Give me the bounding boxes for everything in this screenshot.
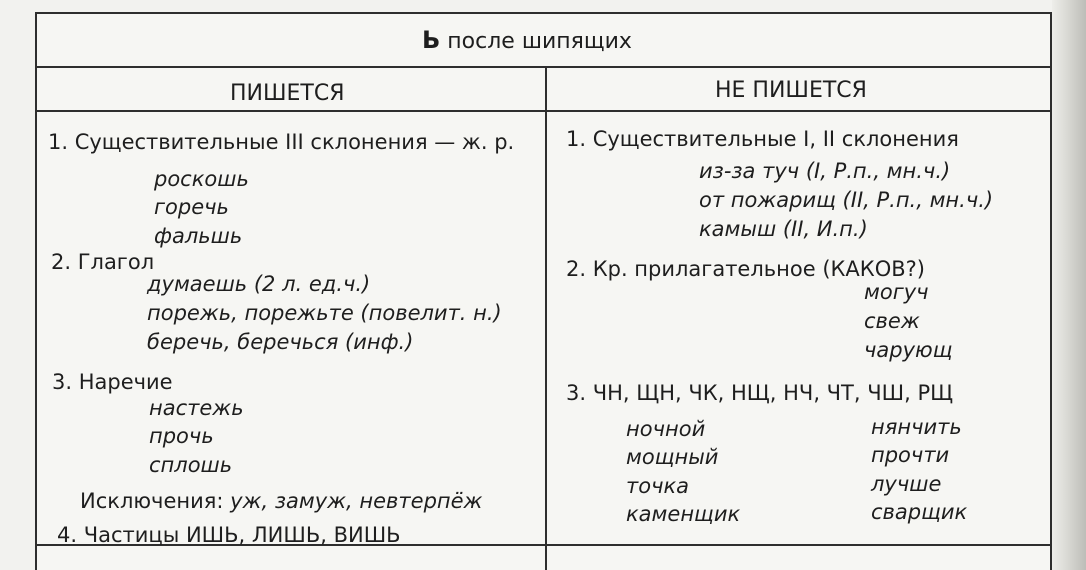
- table-title: [422, 28, 632, 53]
- left-rule-2-example: порежь, порежьте (повелит. н.): [147, 301, 502, 325]
- left-rule-3-example: настежь: [149, 396, 244, 420]
- right-rule-2-example: могуч: [864, 280, 929, 304]
- right-rule-3-example-b: сварщик: [871, 500, 968, 524]
- header-writes: ПИШЕТСЯ: [230, 81, 345, 106]
- page-edge-shadow: [1052, 0, 1086, 570]
- left-rule-1-example: фальшь: [154, 224, 243, 248]
- title-divider: [37, 66, 1050, 68]
- exceptions-words: уж, замуж, невтерпёж: [223, 489, 483, 513]
- left-rule-4: 4. Частицы ИШЬ, ЛИШЬ, ВИШЬ: [57, 523, 401, 547]
- right-rule-1: 1. Существительные I, II склонения: [566, 127, 959, 151]
- left-rule-1-example: роскошь: [154, 167, 249, 191]
- left-rule-3-example: сплошь: [149, 453, 233, 477]
- right-rule-2: 2. Кр. прилагательное (КАКОВ?): [566, 257, 925, 281]
- right-rule-3-example-b: нянчить: [871, 415, 962, 439]
- right-rule-3-example-a: ночной: [626, 417, 706, 441]
- right-rule-1-example: от пожарищ (II, Р.п., мн.ч.): [699, 188, 994, 212]
- right-rule-3-example-a: мощный: [626, 445, 719, 469]
- left-rule-2-example: беречь, беречься (инф.): [147, 330, 414, 354]
- left-rule-1: 1. Существительные III склонения — ж. р.: [48, 130, 515, 154]
- right-rule-2-example: свеж: [864, 309, 920, 333]
- table-title-text: после шипящих: [440, 29, 632, 54]
- right-rule-1-example: камыш (II, И.п.): [699, 217, 868, 241]
- right-rule-1-example: из-за туч (I, Р.п., мн.ч.): [699, 159, 951, 183]
- column-divider: [545, 66, 547, 570]
- left-rule-3-example: прочь: [149, 424, 214, 448]
- right-rule-3-example-a: точка: [626, 474, 690, 498]
- exceptions-label: Исключения:: [80, 489, 224, 513]
- left-exceptions: [80, 491, 482, 512]
- right-rule-3-example-b: лучше: [871, 472, 942, 496]
- left-rule-2: 2. Глагол: [51, 250, 155, 274]
- left-rule-2-example: думаешь (2 л. ед.ч.): [147, 272, 371, 296]
- left-rule-3: 3. Наречие: [52, 370, 173, 394]
- right-rule-3-example-b: прочти: [871, 443, 950, 467]
- right-rule-3: 3. ЧН, ЩН, ЧК, НЩ, НЧ, ЧТ, ЧШ, РЩ: [566, 381, 954, 405]
- right-rule-2-example: чарующ: [864, 338, 953, 362]
- header-divider: [37, 110, 1050, 112]
- left-rule-1-example: горечь: [154, 195, 229, 219]
- soft-sign-letter: Ь: [422, 26, 441, 54]
- right-rule-3-example-a: каменщик: [626, 502, 741, 526]
- rules-table: [35, 12, 1052, 570]
- header-not-writes: НЕ ПИШЕТСЯ: [715, 78, 867, 103]
